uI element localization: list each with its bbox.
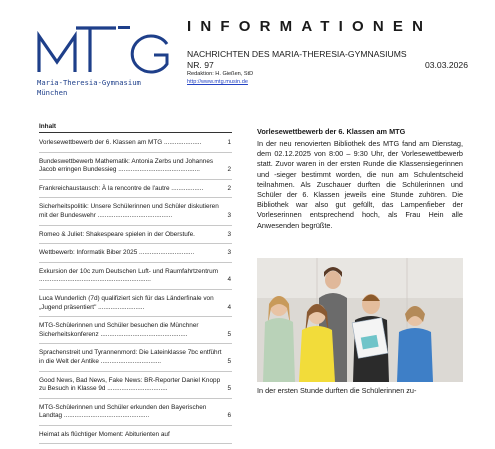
toc-entry-title: Sicherheitspolitik: Unsere Schülerinnen und Schüler diskutieren mit der Bundeswehr .......................................... bbox=[39, 203, 219, 219]
toc-entry[interactable] bbox=[39, 349, 232, 371]
toc-heading: Inhalt bbox=[39, 123, 232, 133]
toc-entry-title: Sprachenstreit und Tyrannenmord: Die Lateinklasse 7bc entführt in die Welt der Antike .................................. bbox=[39, 349, 222, 365]
toc-entry-title: Exkursion der 10c zum Deutschen Luft- und Raumfahrtzentrum ............................................................... bbox=[39, 267, 219, 284]
article-continuation: In der ersten Stunde durften die Schülerinnen zu- bbox=[257, 386, 417, 395]
toc-entry[interactable] bbox=[39, 268, 232, 290]
toc-entry[interactable] bbox=[39, 139, 232, 153]
newsletter-title: INFORMATIONEN bbox=[187, 18, 433, 35]
toc-entry-title: MTG-Schülerinnen und Schüler erkunden den Bayerischen Landtag ................................................ bbox=[39, 403, 207, 420]
toc-entry-title: Romeo & Juliet: Shakespeare spielen in der Oberstufe. bbox=[39, 230, 195, 238]
toc-entry-title: MTG-Schülerinnen und Schüler besuchen die Münchner Sicherheitskonferenz ................................................. bbox=[39, 322, 199, 338]
toc-entry-title: Bundeswettbewerb Mathematik: Antonia Zerbs und Johannes Jacob erringen Bundessieg .............................................. bbox=[39, 157, 214, 174]
toc-entry-title: Heimat als flüchtiger Moment: Abiturienten auf bbox=[39, 430, 170, 438]
table-of-contents bbox=[39, 123, 232, 449]
toc-entry-page: 5 bbox=[227, 385, 231, 393]
article-body: In der neu renovierten Bibliothek des MTG fand am Dienstag, dem 02.12.2025 von 8:00 – 9:30 Uhr, der Vorlesewettbewerb statt. Zuvor waren in der ersten Runde die Klassensiegerinnen und -sieger bestimmt worden, die nun am Schulentscheid teilnahmen. Als Zuschauer durften die Schülerinnen und Schüler der 6. Klassen jeweils eine Stunde zuhören. Die Bibliothek war also gut gefüllt, das Lampenfieber der Vorleserinnen entsprechend hoch, als Frau Hein alle Anwesenden begrüßte. bbox=[257, 139, 463, 230]
toc-entry-title: Wettbewerb: Informatik Biber 2025 ............................... bbox=[39, 249, 195, 257]
toc-entry-page: 3 bbox=[227, 230, 231, 238]
toc-entry[interactable] bbox=[39, 431, 232, 445]
toc-entry-title: Luca Wunderlich (7d) qualifiziert sich für das Länderfinale von „Jugend präsentiert" .......................... bbox=[39, 294, 214, 311]
toc-entry-page: 3 bbox=[227, 249, 231, 257]
toc-entry-title: Good News, Bad News, Fake News: BR-Reporter Daniel Knopp zu Besuch in Klasse 9d .................................. bbox=[39, 376, 221, 393]
article bbox=[257, 127, 463, 231]
logo-school-name: Maria-Theresia-Gymnasium München bbox=[37, 78, 141, 97]
article-photo bbox=[257, 258, 463, 382]
toc-entry[interactable] bbox=[39, 203, 232, 225]
toc-entry[interactable] bbox=[39, 377, 232, 399]
toc-entry-page: 1 bbox=[227, 139, 231, 146]
editor-line: Redaktion: H. Gießen, StD bbox=[187, 71, 254, 77]
issue-number: NR. 97 bbox=[187, 60, 214, 70]
article-title: Vorlesewettbewerb der 6. Klassen am MTG bbox=[257, 127, 406, 136]
toc-entry-page: 2 bbox=[227, 166, 231, 174]
toc-entry-page: 5 bbox=[227, 330, 231, 338]
toc-entry-page: 3 bbox=[227, 211, 231, 219]
toc-entry[interactable] bbox=[39, 158, 232, 180]
toc-entry[interactable] bbox=[39, 185, 232, 199]
newsletter-subtitle: NACHRICHTEN DES MARIA-THERESIA-GYMNASIUMS bbox=[187, 49, 407, 59]
toc-entry-page: 4 bbox=[227, 276, 231, 284]
toc-entry-title: Frankreichaustausch: À la rencontre de l'autre .................. bbox=[39, 184, 204, 192]
toc-entry[interactable] bbox=[39, 404, 232, 426]
toc-entry-title: Vorlesewettbewerb der 6. Klassen am MTG ..................... bbox=[39, 139, 202, 146]
toc-entry-page: 4 bbox=[227, 303, 231, 311]
toc-entry[interactable] bbox=[39, 295, 232, 317]
toc-entry-page: 5 bbox=[227, 357, 231, 365]
website-link[interactable]: http://www.mtg.musin.de bbox=[187, 79, 248, 85]
toc-entry[interactable] bbox=[39, 249, 232, 263]
issue-date: 03.03.2026 bbox=[424, 60, 468, 70]
toc-entry-page: 2 bbox=[227, 184, 231, 192]
toc-entry[interactable] bbox=[39, 231, 232, 245]
toc-entry[interactable] bbox=[39, 322, 232, 344]
toc-entry-page: 6 bbox=[227, 412, 231, 420]
